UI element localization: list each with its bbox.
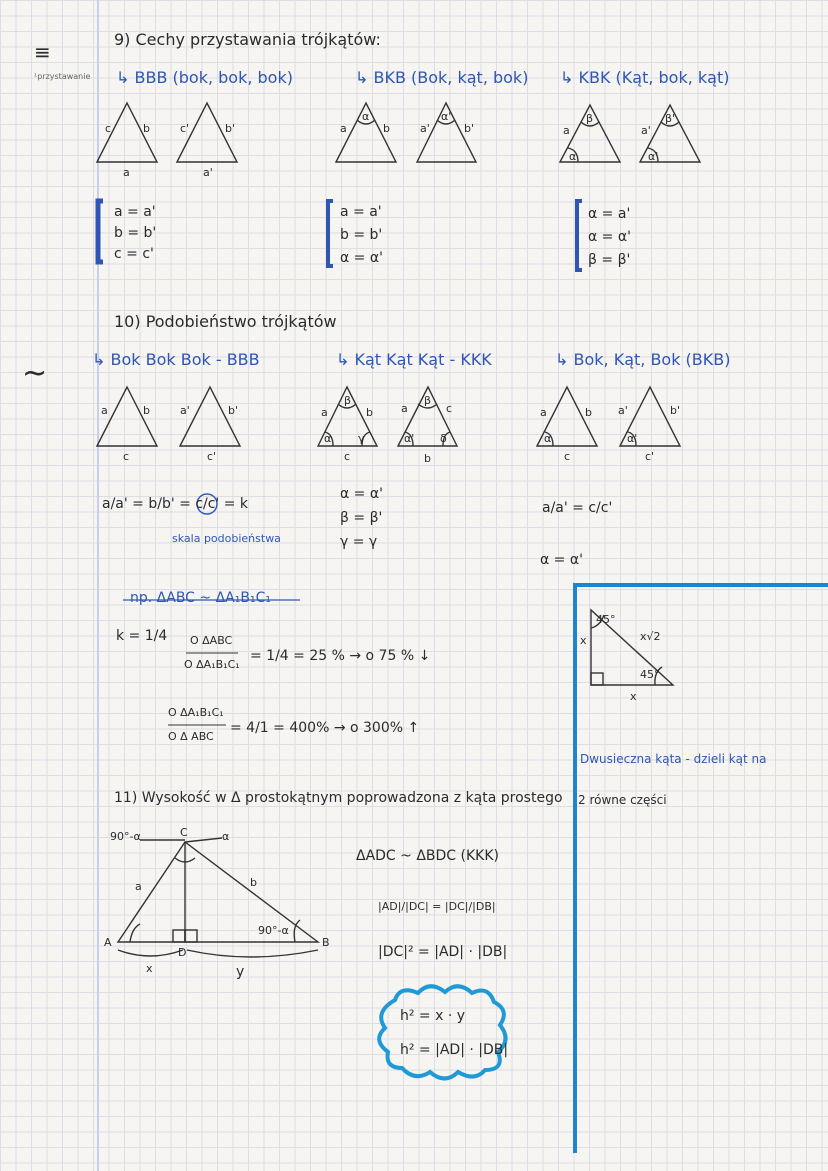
label: b' (670, 404, 681, 417)
label: B (322, 936, 330, 949)
label: β (344, 394, 352, 407)
label: b (585, 406, 592, 419)
bbb-sim-label: ↳ Bok Bok Bok - BBB (92, 350, 260, 369)
margin-tilde: ~ (22, 356, 48, 391)
label: a' (420, 122, 430, 135)
label: b (250, 876, 257, 889)
k-value: k = 1/4 (116, 628, 168, 644)
example-header: np. ΔABC ~ ΔA₁B₁C₁ (130, 590, 271, 606)
label: b' (225, 122, 236, 135)
frac-num: O ΔA₁B₁C₁ (168, 706, 224, 719)
label: α (569, 150, 577, 163)
eq: α = α' (588, 229, 631, 245)
ratio-bbb: a/a' = b/b' = c/c' = k (102, 496, 249, 512)
label: 90°-α (110, 830, 141, 843)
label: b' (464, 122, 475, 135)
bisector-text: Dwusieczna kąta - dzieli kąt na (580, 752, 767, 766)
cloud-outline (379, 986, 505, 1078)
bkb-sim-label: ↳ Bok, Kąt, Bok (BKB) (555, 350, 731, 369)
label: b (366, 406, 373, 419)
eq: c = c' (114, 246, 154, 262)
label: c (344, 450, 351, 463)
label: b (143, 122, 150, 135)
label: b (143, 404, 150, 417)
label: a (540, 406, 547, 419)
frac-den: O Δ ABC (168, 730, 214, 743)
label: α (324, 432, 332, 445)
eq: γ = γ (340, 534, 378, 550)
eq-bkb: α = α' (540, 552, 583, 568)
label: b (383, 122, 390, 135)
label: c (564, 450, 571, 463)
label: a (123, 166, 130, 179)
example-line2: = 4/1 = 400% → o 300% ↑ (230, 720, 420, 736)
label: A (104, 936, 112, 949)
label: β (424, 394, 432, 407)
box-angle-right: 45° (640, 668, 660, 681)
label: α' (441, 110, 452, 123)
label: b (424, 452, 431, 465)
label: x (146, 962, 153, 975)
label: c (446, 402, 453, 415)
label: β (586, 112, 594, 125)
label: δ (440, 432, 447, 445)
box-x-left: x (580, 634, 587, 647)
label: a (321, 406, 328, 419)
margin-note: ¹przystawanie (34, 72, 91, 81)
eq: α = a' (588, 206, 631, 222)
section9-title: 9) Cechy przystawania trójkątów: (114, 30, 381, 49)
label: a (340, 122, 347, 135)
eq: b = b' (340, 227, 383, 243)
label: y (236, 964, 245, 980)
label: α (362, 110, 370, 123)
label: a' (641, 124, 651, 137)
scale-note: skala podobieństwa (172, 532, 281, 545)
proportion: |AD|/|DC| = |DC|/|DB| (378, 900, 496, 913)
eq: b = b' (114, 225, 157, 241)
frac-num: O ΔABC (190, 634, 233, 647)
label: c' (645, 450, 655, 463)
label: c' (207, 450, 217, 463)
label: α (222, 830, 230, 843)
eq: a = a' (114, 204, 156, 220)
bbb-label: ↳ BBB (bok, bok, bok) (116, 68, 293, 87)
eq: β = β' (340, 510, 383, 526)
label: α' (648, 150, 659, 163)
label: C (180, 826, 188, 839)
h-squared-1: h² = x · y (400, 1008, 466, 1024)
label: D (178, 946, 187, 959)
label: α' (404, 432, 415, 445)
h-squared-2: h² = |AD| · |DB| (400, 1042, 509, 1058)
side-box (573, 583, 828, 1153)
label: α (544, 432, 552, 445)
box-angle-top: 45° (596, 613, 616, 626)
label: a' (618, 404, 628, 417)
eq: α = α' (340, 250, 383, 266)
eq: a = a' (340, 204, 382, 220)
label: a (401, 402, 408, 415)
eq: α = α' (340, 486, 383, 502)
label: b' (228, 404, 239, 417)
bkb-label: ↳ BKB (Bok, kąt, bok) (355, 68, 529, 87)
box-x-bottom: x (630, 690, 637, 703)
label: a (101, 404, 108, 417)
section11-title: 11) Wysokość w Δ prostokątnym poprowadzona z kąta prostego (114, 790, 563, 806)
label: α' (627, 432, 638, 445)
label: β' (665, 112, 676, 125)
margin-lines-mark: ≡ (34, 40, 51, 64)
label: c (123, 450, 130, 463)
label: a (135, 880, 142, 893)
bisector-text-2: 2 równe części (578, 793, 667, 807)
kkk-sim-label: ↳ Kąt Kąt Kąt - KKK (336, 350, 492, 369)
frac-den: O ΔA₁B₁C₁ (184, 658, 240, 671)
label: c' (180, 122, 190, 135)
label: a (563, 124, 570, 137)
kbk-label: ↳ KBK (Kąt, bok, kąt) (560, 68, 730, 87)
similarity: ΔADC ~ ΔBDC (KKK) (356, 848, 499, 864)
box-hyp: x√2 (640, 630, 661, 643)
label: 90°-α (258, 924, 289, 937)
section10-title: 10) Podobieństwo trójkątów (114, 312, 337, 331)
example-line1: = 1/4 = 25 % → o 75 % ↓ (250, 648, 431, 664)
label: a' (203, 166, 213, 179)
ratio-bkb: a/a' = c/c' (542, 500, 613, 516)
dc-squared: |DC|² = |AD| · |DB| (378, 944, 508, 960)
label: c (105, 122, 112, 135)
eq: β = β' (588, 252, 631, 268)
label: a' (180, 404, 190, 417)
label: γ (358, 432, 365, 445)
